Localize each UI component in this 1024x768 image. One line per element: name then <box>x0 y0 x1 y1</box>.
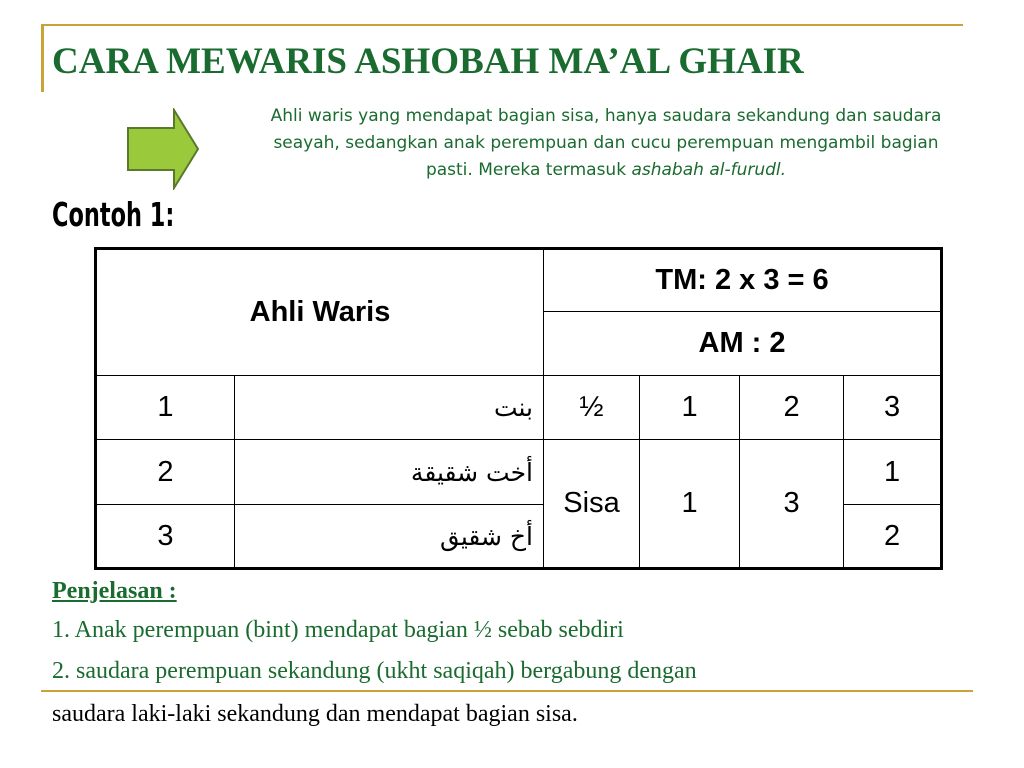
header-ahli-waris: Ahli Waris <box>96 249 544 376</box>
slide-title: CARA MEWARIS ASHOBAH MA’AL GHAIR <box>52 41 804 82</box>
description-text: Ahli waris yang mendapat bagian sisa, hanya saudara sekandung dan saudara seayah, sedangkan anak perempuan dan cucu perempuan mengambil bagian pasti. Mereka termasuk <box>270 106 942 180</box>
heir-name: بنت <box>235 376 544 440</box>
top-rule <box>41 24 963 26</box>
share-cell: ½ <box>544 376 640 440</box>
right-arrow-icon <box>126 108 200 190</box>
inheritance-table <box>94 247 943 570</box>
table-row <box>96 376 942 440</box>
left-accent-bar <box>41 24 44 92</box>
explanation-heading: Penjelasan : <box>52 578 177 604</box>
explanation-line-3: saudara laki-laki sekandung dan mendapat bagian sisa. <box>52 701 578 727</box>
header-tm: TM: 2 x 3 = 6 <box>544 249 942 312</box>
header-am: AM : 2 <box>544 312 942 376</box>
share-cell-merged: Sisa <box>544 440 640 569</box>
value-cell: 1 <box>640 376 740 440</box>
table-row <box>96 440 942 505</box>
description <box>250 103 962 184</box>
table-header-row <box>96 249 942 312</box>
bottom-rule <box>41 690 973 692</box>
heir-name: أخت شقيقة <box>235 440 544 505</box>
value-cell: 3 <box>844 376 942 440</box>
row-number: 1 <box>96 376 235 440</box>
row-number: 3 <box>96 505 235 569</box>
explanation-line-2: 2. saudara perempuan sekandung (ukht saqiqah) bergabung dengan <box>52 658 697 684</box>
value-cell-merged: 3 <box>740 440 844 569</box>
value-cell: 2 <box>844 505 942 569</box>
explanation-line-1: 1. Anak perempuan (bint) mendapat bagian ½ sebab sebdiri <box>52 617 624 643</box>
row-number: 2 <box>96 440 235 505</box>
description-italic: ashabah al-furudl. <box>631 160 787 180</box>
value-cell-merged: 1 <box>640 440 740 569</box>
value-cell: 1 <box>844 440 942 505</box>
heir-name: أخ شقيق <box>235 505 544 569</box>
example-label: Contoh 1: <box>52 195 175 234</box>
value-cell: 2 <box>740 376 844 440</box>
